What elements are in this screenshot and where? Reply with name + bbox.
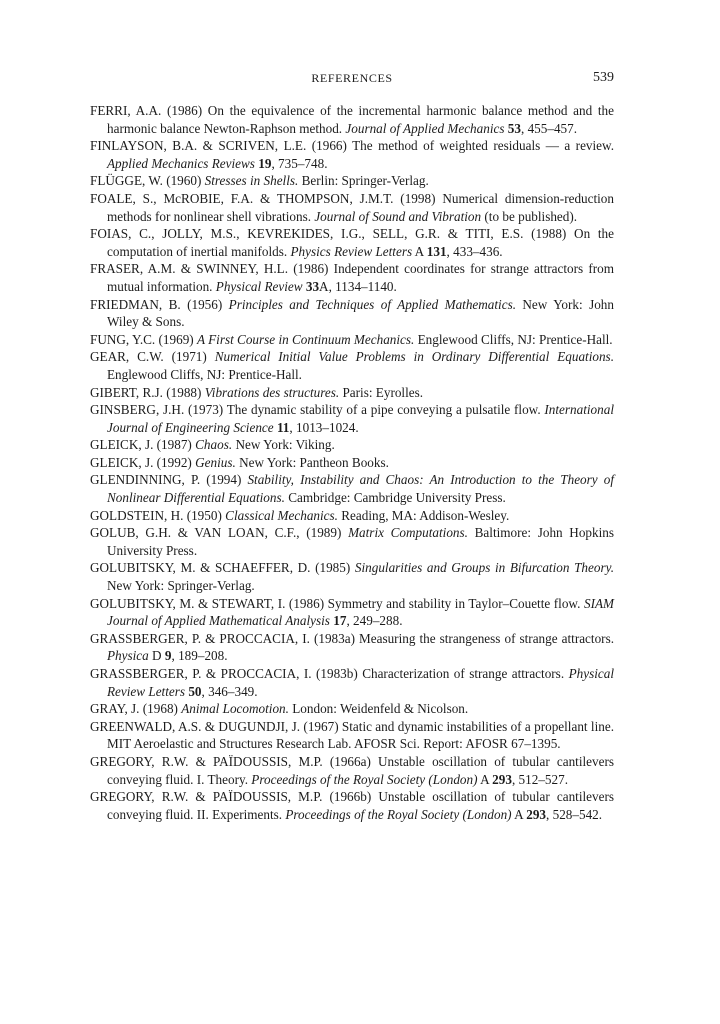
reference-title-italic: International Journal of Engineering Science: [107, 402, 614, 435]
reference-title-italic: Chaos.: [195, 437, 233, 453]
reference-entry: [90, 225, 614, 260]
reference-text: D: [148, 648, 165, 664]
reference-title-italic: Physical Review: [215, 278, 303, 294]
reference-text: , 346–349.: [201, 683, 258, 699]
reference-entry: [90, 559, 614, 594]
reference-text: GEAR, C.W. (1971): [90, 349, 215, 365]
reference-entry: [90, 471, 614, 506]
reference-entry: [90, 718, 614, 753]
reference-text: GOLUB, G.H. & VAN LOAN, C.F., (1989): [90, 525, 349, 541]
reference-list: [90, 102, 614, 823]
reference-title-italic: Animal Locomotion.: [181, 701, 289, 717]
reference-entry: [90, 331, 614, 349]
reference-title-italic: Vibrations des structures.: [204, 384, 340, 400]
reference-text: GREGORY, R.W. & PAÏDOUSSIS, M.P. (1966a) Unstable oscillation of tubular cantilevers conveying fluid. I. Theory.: [90, 753, 614, 787]
reference-text: , 455–457.: [520, 120, 578, 136]
reference-text: FUNG, Y.C. (1969): [90, 331, 197, 347]
reference-text: , 735–748.: [271, 155, 328, 171]
reference-text: GRASSBERGER, P. & PROCCACIA, I. (1983a) Measuring the strangeness of strange attractors.: [90, 630, 614, 646]
reference-title-italic: Journal of Applied Mechanics: [345, 120, 505, 136]
reference-text: FOIAS, C., JOLLY, M.S., KEVREKIDES, I.G., SELL, G.R. & TITI, E.S. (1988) On the computation of inertial manifolds.: [90, 226, 614, 259]
reference-title-italic: Journal of Sound and Vibration: [314, 208, 482, 224]
reference-title-italic: SIAM Journal of Applied Mathematical Analysis: [107, 595, 614, 629]
reference-entry: [90, 665, 614, 700]
reference-text: A: [511, 806, 527, 822]
reference-text: GLEICK, J. (1992): [90, 454, 196, 470]
reference-entry: [90, 595, 614, 630]
reference-text: GRASSBERGER, P. & PROCCACIA, I. (1983b) Characterization of strange attractors.: [90, 666, 569, 681]
reference-volume-bold: 9: [164, 648, 172, 664]
reference-text: GIBERT, R.J. (1988): [90, 384, 205, 400]
reference-title-italic: Physics Review Letters: [290, 243, 413, 259]
reference-title-italic: Stability, Instability and Chaos: An Introduction to the Theory of Nonlinear Differential Equations.: [107, 472, 614, 506]
reference-text: A: [412, 243, 427, 259]
reference-text: New York: Springer-Verlag.: [107, 578, 255, 594]
reference-text: FERRI, A.A. (1986) On the equivalence of the incremental harmonic balance method and the harmonic balance Newton-Raphson method.: [90, 103, 614, 136]
reference-entry: [90, 630, 614, 665]
reference-text: GLENDINNING, P. (1994): [90, 472, 248, 488]
reference-volume-bold: 33: [305, 278, 320, 294]
reference-text: GOLUBITSKY, M. & STEWART, I. (1986) Symmetry and stability in Taylor–Couette flow.: [90, 595, 584, 611]
page-header: [90, 70, 614, 90]
reference-entry: [90, 172, 614, 190]
reference-entry: [90, 524, 614, 559]
reference-text: , 528–542.: [546, 806, 603, 822]
reference-entry: [90, 507, 614, 525]
reference-title-italic: Stresses in Shells.: [204, 173, 299, 189]
reference-entry: [90, 348, 614, 383]
reference-text: New York: Viking.: [232, 437, 335, 453]
reference-title-italic: Proceedings of the Royal Society (London): [285, 806, 512, 822]
reference-title-italic: Classical Mechanics.: [225, 507, 338, 523]
reference-text: London: Weidenfeld & Nicolson.: [288, 701, 469, 717]
reference-entry: [90, 401, 614, 436]
reference-volume-bold: 11: [276, 419, 290, 435]
reference-entry: [90, 788, 614, 823]
reference-title-italic: Singularities and Groups in Bifurcation Theory.: [354, 560, 614, 576]
reference-entry: [90, 190, 614, 225]
page-number: 539: [593, 70, 614, 85]
reference-text: Englewood Cliffs, NJ: Prentice-Hall.: [107, 366, 302, 382]
reference-text: FOALE, S., McROBIE, F.A. & THOMPSON, J.M.T. (1998) Numerical dimension-reduction methods for nonlinear shell vibrations.: [90, 190, 614, 224]
reference-volume-bold: 293: [526, 806, 547, 822]
reference-text: GRAY, J. (1968): [90, 701, 182, 717]
reference-title-italic: Physica: [107, 648, 149, 664]
reference-text: A: [477, 771, 493, 787]
reference-text: (to be published).: [481, 208, 578, 224]
reference-volume-bold: 50: [188, 683, 202, 699]
reference-text: , 1013–1024.: [289, 419, 359, 435]
reference-entry: [90, 384, 614, 402]
reference-text: , 249–288.: [346, 613, 403, 629]
reference-title-italic: Numerical Initial Value Problems in Ordinary Differential Equations.: [214, 349, 614, 365]
reference-entry: [90, 700, 614, 718]
reference-entry: [90, 436, 614, 454]
reference-title-italic: Matrix Computations.: [348, 525, 468, 541]
reference-title-italic: Applied Mechanics Reviews: [107, 155, 255, 171]
reference-text: GLEICK, J. (1987): [90, 437, 196, 453]
reference-text: New York: Pantheon Books.: [235, 454, 389, 470]
reference-text: GINSBERG, J.H. (1973) The dynamic stability of a pipe conveying a pulsatile flow.: [90, 402, 545, 418]
reference-text: , 512–527.: [511, 771, 568, 787]
reference-volume-bold: 293: [492, 771, 512, 787]
reference-text: FINLAYSON, B.A. & SCRIVEN, L.E. (1966) The method of weighted residuals — a review.: [90, 138, 614, 154]
running-head: REFERENCES: [311, 71, 393, 85]
reference-text: , 433–436.: [446, 243, 503, 259]
reference-title-italic: Physical Review Letters: [107, 666, 614, 699]
reference-entry: [90, 454, 614, 472]
reference-text: Berlin: Springer-Verlag.: [298, 173, 429, 189]
reference-text: GREENWALD, A.S. & DUGUNDJI, J. (1967) Static and dynamic instabilities of a propellant line. MIT Aeroelastic and Structures Research Lab. AFOSR Sci. Report: AFOSR 67–1395.: [90, 718, 614, 752]
reference-entry: [90, 753, 614, 788]
reference-text: Englewood Cliffs, NJ: Prentice-Hall.: [414, 331, 613, 347]
reference-title-italic: Proceedings of the Royal Society (London): [251, 771, 478, 787]
reference-title-italic: Principles and Techniques of Applied Mathematics.: [228, 296, 516, 312]
reference-text: Cambridge: Cambridge University Press.: [284, 490, 506, 506]
reference-text: FLÜGGE, W. (1960): [90, 173, 205, 189]
reference-entry: [90, 296, 614, 331]
reference-text: GOLDSTEIN, H. (1950): [90, 507, 226, 523]
reference-volume-bold: 17: [333, 613, 347, 629]
reference-text: Reading, MA: Addison-Wesley.: [337, 507, 510, 523]
reference-text: New York: John Wiley & Sons.: [107, 296, 614, 330]
reference-entry: [90, 102, 614, 137]
reference-entry: [90, 260, 614, 295]
reference-text: GOLUBITSKY, M. & SCHAEFFER, D. (1985): [90, 560, 355, 576]
reference-volume-bold: 131: [426, 243, 447, 259]
reference-text: A, 1134–1140.: [319, 278, 397, 294]
reference-text: Paris: Eyrolles.: [339, 384, 424, 400]
reference-text: GREGORY, R.W. & PAÏDOUSSIS, M.P. (1966b) Unstable oscillation of tubular cantilevers conveying fluid. II. Experiments.: [90, 789, 614, 822]
reference-text: , 189–208.: [171, 648, 228, 664]
reference-title-italic: Genius.: [195, 454, 236, 470]
reference-volume-bold: 53: [507, 120, 521, 136]
reference-text: FRIEDMAN, B. (1956): [90, 296, 229, 312]
reference-entry: [90, 137, 614, 172]
reference-text: Baltimore: John Hopkins University Press.: [107, 525, 615, 558]
reference-text: FRASER, A.M. & SWINNEY, H.L. (1986) Independent coordinates for strange attractors from mutual information.: [90, 261, 614, 294]
reference-volume-bold: 19: [258, 155, 272, 171]
reference-title-italic: A First Course in Continuum Mechanics.: [196, 331, 415, 347]
